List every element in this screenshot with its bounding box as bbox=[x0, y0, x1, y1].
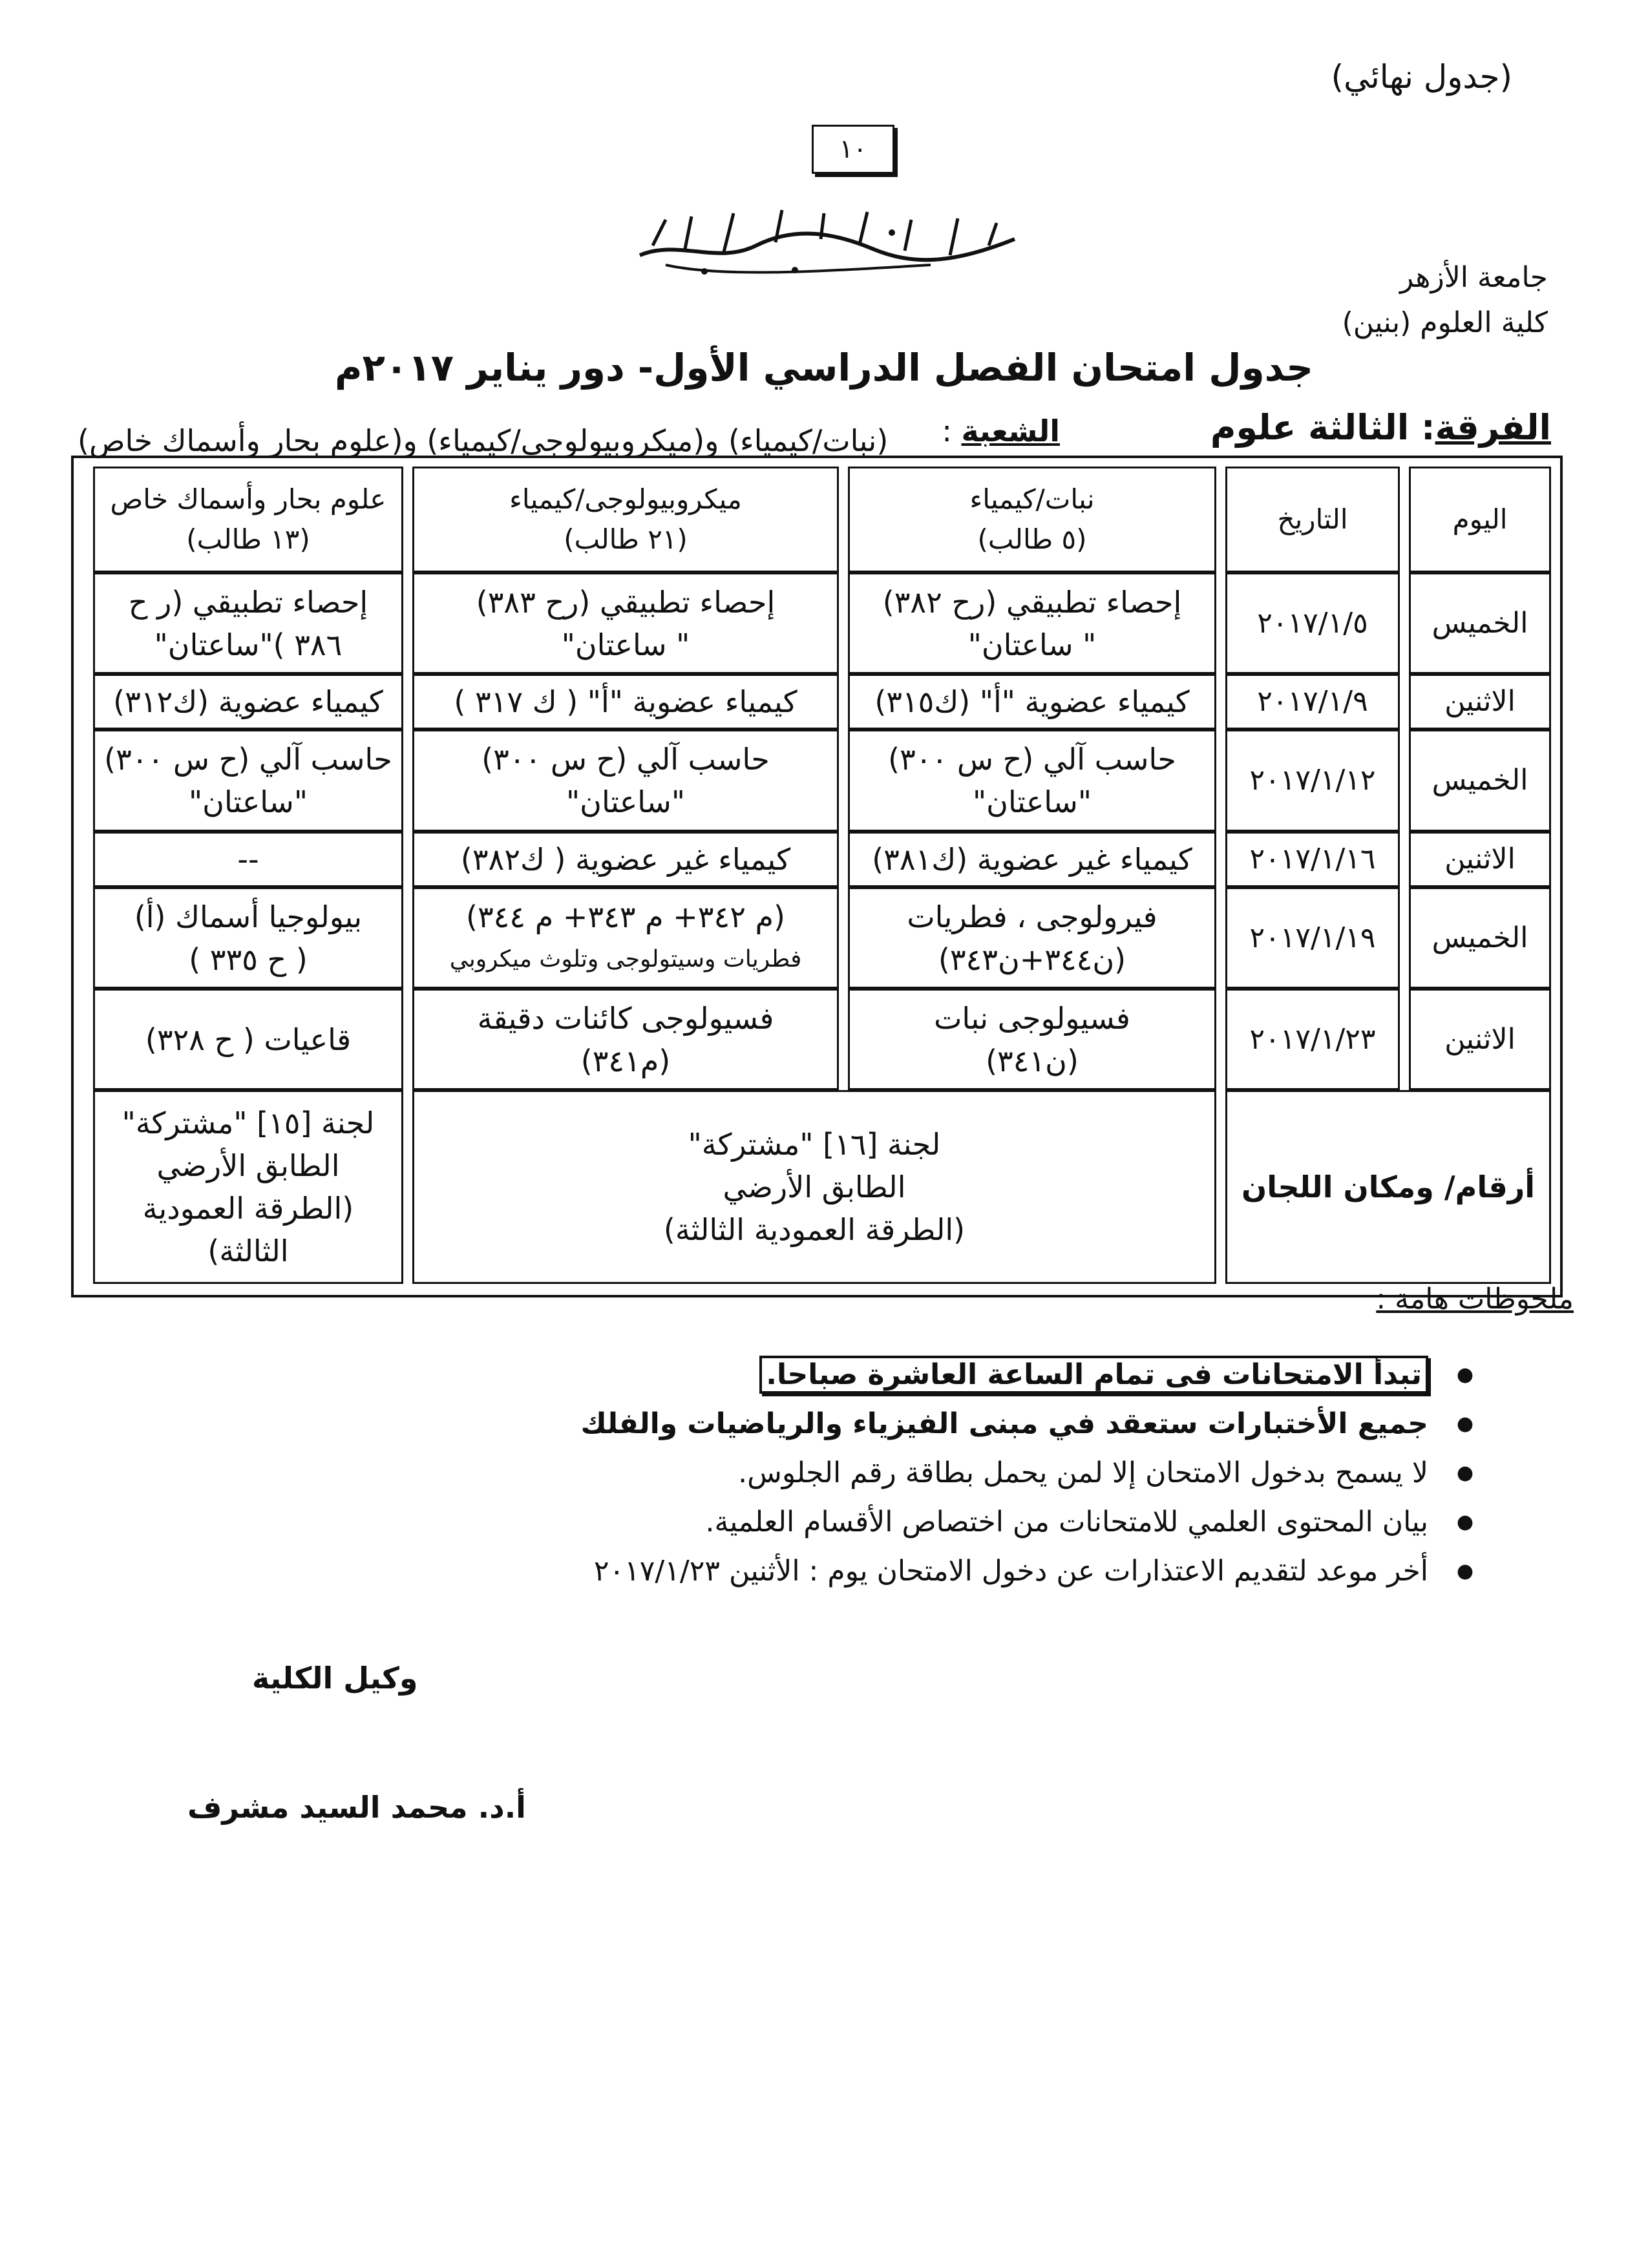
micro-exam-line: (م ٣٤٢+ م ٣٤٣+ م ٣٤٤) bbox=[466, 899, 785, 934]
micro-exam-line: "ساعتان" bbox=[566, 784, 685, 820]
botany-exam-line: حاسب آلي (ح س ٣٠٠) bbox=[888, 742, 1176, 777]
header-day: اليوم bbox=[1409, 467, 1551, 572]
signature-name: أ.د. محمد السيد مشرف bbox=[187, 1790, 526, 1825]
micro-exam-line: إحصاء تطبيقي (رح ٣٨٣) bbox=[476, 584, 776, 620]
micro-exam-cell: كيمياء غير عضوية ( ك٣٨٢) bbox=[412, 832, 839, 887]
header-botany-chemistry bbox=[848, 467, 1216, 572]
date-cell: ٢٠١٧/١/٥ bbox=[1225, 572, 1400, 674]
botany-exam-cell bbox=[848, 887, 1216, 989]
page-number-box: ١٠ bbox=[812, 125, 894, 174]
track-values: (نبات/كيمياء) و(ميكروبيولوجى/كيمياء) و(علوم بحار وأسماك خاص) bbox=[78, 423, 889, 458]
header-marine-fish bbox=[93, 467, 403, 572]
marine-exam-cell bbox=[93, 887, 403, 989]
committee-line: لجنة [١٥] "مشتركة" bbox=[121, 1106, 375, 1141]
day-cell: الاثنين bbox=[1409, 674, 1551, 730]
botany-exam-cell bbox=[848, 730, 1216, 831]
marine-exam-line: "ساعتان" bbox=[189, 784, 308, 820]
date-cell: ٢٠١٧/١/٩ bbox=[1225, 674, 1400, 730]
micro-exam-cell bbox=[412, 572, 839, 674]
table-row bbox=[93, 989, 1551, 1090]
list-item: ● جميع الأختبارات ستعقد في مبنى الفيزياء والرياضيات والفلك bbox=[375, 1400, 1474, 1449]
header-marine-count: (١٣ طالب) bbox=[186, 523, 310, 555]
micro-exam-line: (م٣٤١) bbox=[580, 1043, 671, 1078]
micro-exam-cell bbox=[412, 989, 839, 1090]
botany-exam-line: فسيولوجى نبات bbox=[934, 1000, 1130, 1036]
marine-exam-line: ٣٨٦ )"ساعتان" bbox=[154, 627, 343, 662]
micro-exam-cell bbox=[412, 730, 839, 831]
header-marine-title: علوم بحار وأسماك خاص bbox=[110, 483, 386, 515]
list-item: ● أخر موعد لتقديم الاعتذارات عن دخول الامتحان يوم : الأثنين ٢٠١٧/١/٢٣ bbox=[375, 1547, 1474, 1596]
day-cell: الخميس bbox=[1409, 572, 1551, 674]
header-date: التاريخ bbox=[1225, 467, 1400, 572]
note-text: تبدأ الامتحانات فى تمام الساعة العاشرة صباحا. bbox=[759, 1356, 1428, 1394]
marine-exam-cell: قاعيات ( ح ٣٢٨) bbox=[93, 989, 403, 1090]
table-row bbox=[93, 674, 1551, 730]
committee-label-cell: أرقام/ ومكان اللجان bbox=[1225, 1090, 1551, 1284]
division-colon: : bbox=[942, 414, 962, 448]
list-item: ● بيان المحتوى العلمي للامتحانات من اختصاص الأقسام العلمية. bbox=[375, 1498, 1474, 1547]
table-row bbox=[93, 887, 1551, 989]
day-cell: الاثنين bbox=[1409, 832, 1551, 887]
faculty-name: كلية العلوم (بنين) bbox=[1342, 306, 1548, 339]
committee-line: الطابق الأرضي bbox=[723, 1170, 906, 1205]
botany-exam-cell bbox=[848, 572, 1216, 674]
list-item: ● لا يسمح بدخول الامتحان إلا لمن يحمل بطاقة رقم الجلوس. bbox=[375, 1449, 1474, 1498]
committee-line: الطابق الأرضي bbox=[156, 1148, 340, 1184]
header-micro-count: (٢١ طالب) bbox=[564, 523, 688, 555]
date-cell: ٢٠١٧/١/٢٣ bbox=[1225, 989, 1400, 1090]
botany-exam-line: فيرولوجى ، فطريات bbox=[907, 899, 1157, 934]
table-row bbox=[93, 572, 1551, 674]
shared-committee-cell bbox=[412, 1090, 1216, 1284]
marine-exam-cell: -- bbox=[93, 832, 403, 887]
botany-exam-line: (ن٣٤٤+ن٣٤٣) bbox=[938, 941, 1126, 977]
year-label bbox=[1210, 407, 1551, 448]
botany-exam-cell: كيمياء غير عضوية (ك٣٨١) bbox=[848, 832, 1216, 887]
marine-committee-cell bbox=[93, 1090, 403, 1284]
header-botany-count: (٥ طالب) bbox=[977, 523, 1087, 555]
micro-exam-line: فطريات وسيتولوجى وتلوث ميكروبي bbox=[449, 945, 802, 972]
year-value: : الثالثة علوم bbox=[1210, 407, 1435, 448]
year-key: الفرقة bbox=[1435, 407, 1551, 448]
micro-exam-cell bbox=[412, 887, 839, 989]
micro-exam-line: فسيولوجى كائنات دقيقة bbox=[477, 1000, 774, 1036]
notes-heading: ملحوظات هامة : bbox=[1376, 1283, 1574, 1316]
committee-line: (الطرقة العمودية الثالثة) bbox=[142, 1191, 354, 1269]
university-name: جامعة الأزهر bbox=[1399, 261, 1548, 294]
committee-row bbox=[93, 1090, 1551, 1284]
date-cell: ٢٠١٧/١/١٢ bbox=[1225, 730, 1400, 831]
committee-line: لجنة [١٦] "مشتركة" bbox=[688, 1127, 941, 1162]
signature-role: وكيل الكلية bbox=[252, 1661, 418, 1696]
header-micro-chemistry bbox=[412, 467, 839, 572]
basmala-calligraphy-icon bbox=[627, 194, 1028, 284]
notes-list bbox=[375, 1350, 1474, 1596]
day-cell: الخميس bbox=[1409, 730, 1551, 831]
botany-exam-cell: كيمياء عضوية "أ" (ك٣١٥) bbox=[848, 674, 1216, 730]
marine-exam-line: بيولوجيا أسماك (أ) bbox=[134, 899, 363, 934]
exam-schedule-table bbox=[84, 467, 1560, 1284]
micro-exam-line: " ساعتان" bbox=[561, 627, 690, 662]
date-cell: ٢٠١٧/١/١٩ bbox=[1225, 887, 1400, 989]
marine-exam-cell: كيمياء عضوية (ك٣١٢) bbox=[93, 674, 403, 730]
division-key: الشعبة bbox=[961, 414, 1060, 448]
marine-exam-line: حاسب آلي (ح س ٣٠٠) bbox=[104, 742, 392, 777]
marine-exam-line: ( ح ٣٣٥ ) bbox=[189, 941, 308, 977]
botany-exam-line: " ساعتان" bbox=[967, 627, 1097, 662]
date-cell: ٢٠١٧/١/١٦ bbox=[1225, 832, 1400, 887]
micro-exam-cell: كيمياء عضوية "أ" ( ك ٣١٧ ) bbox=[412, 674, 839, 730]
committee-line: (الطرقة العمودية الثالثة) bbox=[663, 1212, 966, 1248]
table-row bbox=[93, 730, 1551, 831]
day-cell: الاثنين bbox=[1409, 989, 1551, 1090]
botany-exam-line: "ساعتان" bbox=[973, 784, 1092, 820]
list-item bbox=[375, 1350, 1474, 1400]
marine-exam-line: إحصاء تطبيقي (ر ح bbox=[128, 584, 368, 620]
botany-exam-line: (ن٣٤١) bbox=[986, 1043, 1079, 1078]
header-botany-title: نبات/كيمياء bbox=[969, 483, 1095, 515]
micro-exam-line: حاسب آلي (ح س ٣٠٠) bbox=[481, 742, 770, 777]
marine-exam-cell bbox=[93, 572, 403, 674]
botany-exam-cell bbox=[848, 989, 1216, 1090]
institution-header bbox=[1342, 255, 1548, 346]
day-cell: الخميس bbox=[1409, 887, 1551, 989]
final-schedule-label: (جدول نهائي) bbox=[1331, 58, 1512, 96]
table-header-row bbox=[93, 467, 1551, 572]
botany-exam-line: إحصاء تطبيقي (رح ٣٨٢) bbox=[882, 584, 1182, 620]
marine-exam-cell bbox=[93, 730, 403, 831]
document-title: جدول امتحان الفصل الدراسي الأول- دور يناير ٢٠١٧م bbox=[335, 346, 1313, 390]
header-micro-title: ميكروبيولوجى/كيمياء bbox=[509, 483, 742, 515]
division-label bbox=[942, 414, 1060, 448]
table-row bbox=[93, 832, 1551, 887]
